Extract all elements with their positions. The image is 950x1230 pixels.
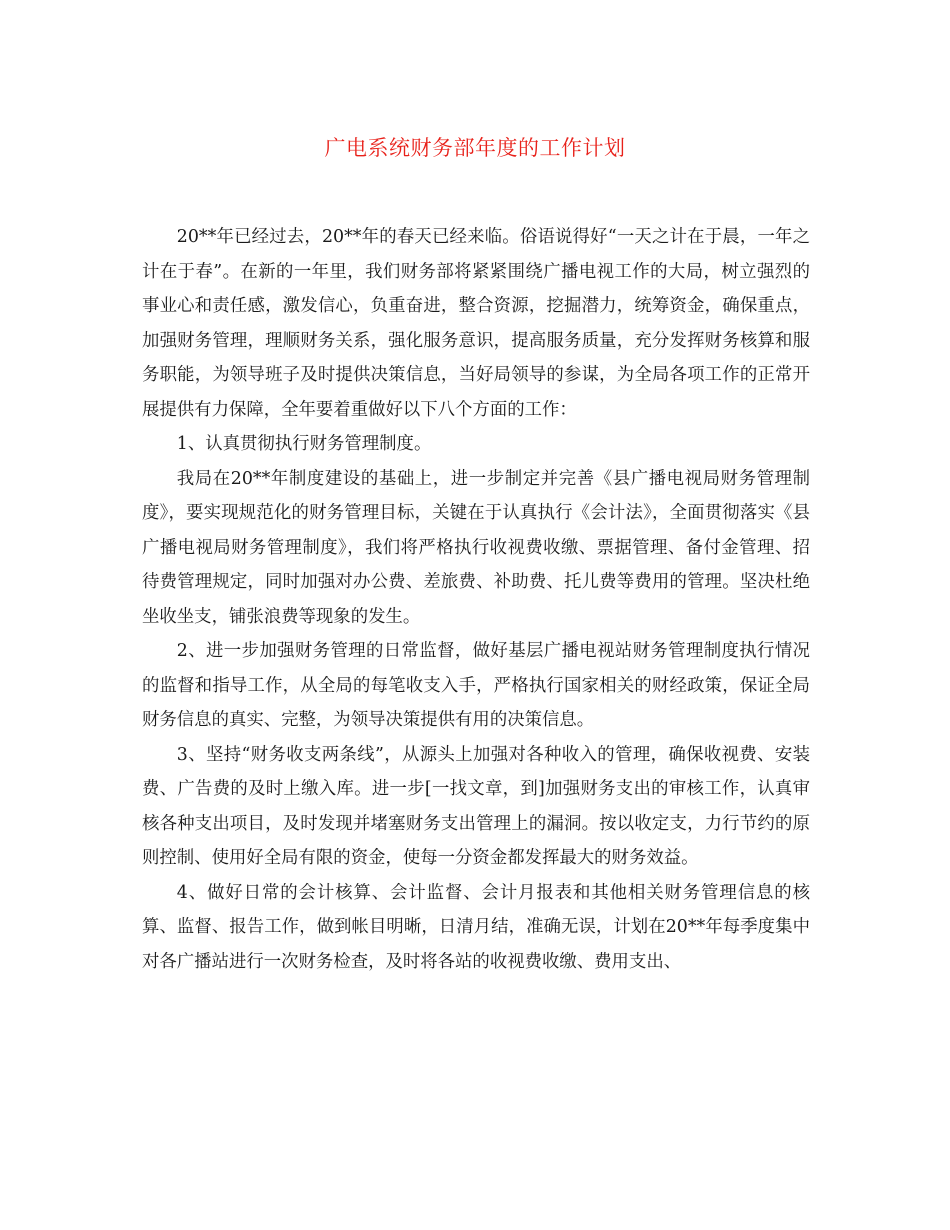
paragraph-item-1-body: 我局在20**年制度建设的基础上，进一步制定并完善《县广播电视局财务管理制度》，要实现规范化的财务管理目标，关键在于认真执行《会计法》，全面贯彻落实《县广播电视局财务管理制度》，我们将严格执行收视费收缴、票据管理、备付金管理、招待费管理规定，同时加强对办公费、差旅费、补助费、托儿费等费用的管理。坚决杜绝坐收坐支，铺张浪费等现象的发生。 — [142, 468, 810, 627]
paragraph-item-2: 2、进一步加强财务管理的日常监督，做好基层广播电视站财务管理制度执行情况的监督和指导工作，从全局的每笔收支入手，严格执行国家相关的财经政策，保证全局财务信息的真实、完整，为领导决策提供有用的决策信息。 — [142, 641, 810, 730]
paragraph-intro: 20**年已经过去，20**年的春天已经来临。俗语说得好“一天之计在于晨，一年之计在于春”。在新的一年里，我们财务部将紧紧围绕广播电视工作的大局，树立强烈的事业心和责任感，激发信心，负重奋进，整合资源，挖掘潜力，统筹资金，确保重点，加强财务管理，理顺财务关系，强化服务意识，提高服务质量，充分发挥财务核算和服务职能，为领导班子及时提供决策信息，当好局领导的参谋，为全局各项工作的正常开展提供有力保障，全年要着重做好以下八个方面的工作： — [142, 227, 810, 420]
paragraph-item-3: 3、坚持“财务收支两条线”，从源头上加强对各种收入的管理，确保收视费、安装费、广告费的及时上缴入库。进一步[一找文章，到]加强财务支出的审核工作，认真审核各种支出项目，及时发现并堵塞财务支出管理上的漏洞。按以收定支，力行节约的原则控制、使用好全局有限的资金，使每一分资金都发挥最大的财务效益。 — [142, 744, 810, 868]
document-body — [142, 220, 810, 979]
document-title: 广电系统财务部年度的工作计划 — [324, 136, 626, 160]
paragraph-item-4: 4、做好日常的会计核算、会计监督、会计月报表和其他相关财务管理信息的核算、监督、报告工作，做到帐目明晰，日清月结，准确无误，计划在20**年每季度集中对各广播站进行一次财务检查，及时将各站的收视费收缴、费用支出、 — [142, 882, 810, 972]
paragraph-item-1-heading: 1、认真贯彻执行财务管理制度。 — [176, 434, 432, 454]
